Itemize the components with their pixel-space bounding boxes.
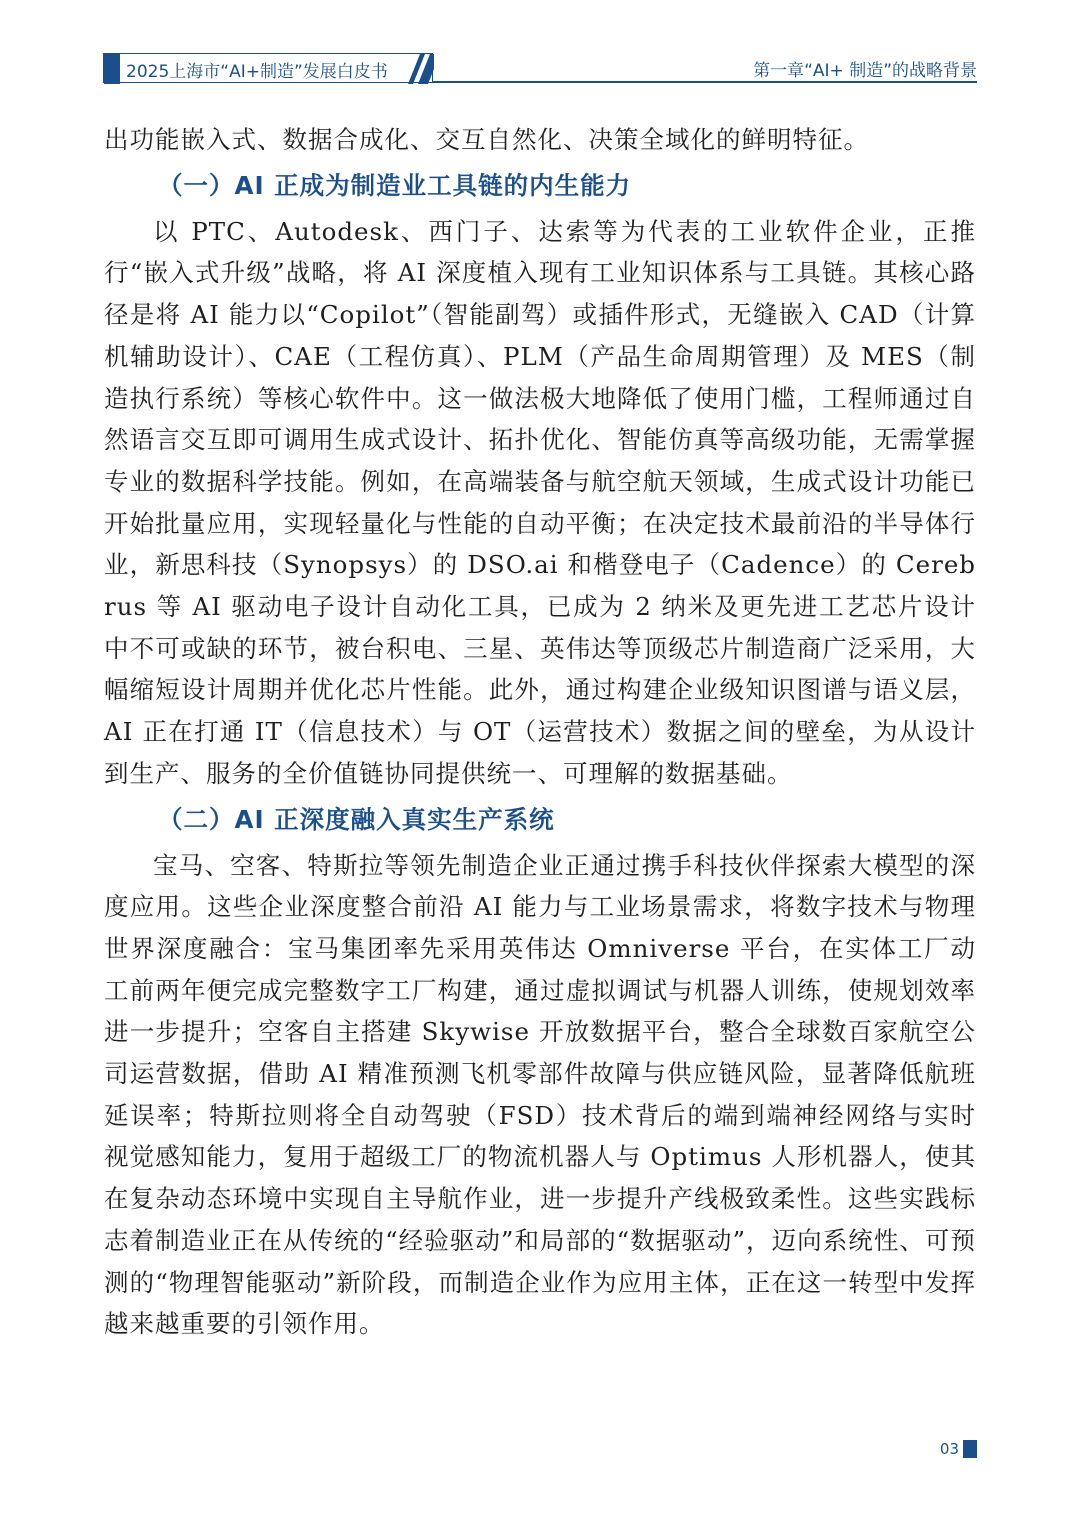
paragraph-continuation: 出功能嵌入式、数据合成化、交互自然化、决策全域化的鲜明特征。 [104, 125, 869, 154]
page-header [103, 53, 977, 83]
paragraph-section-2: 宝马、空客、特斯拉等领先制造企业正通过携手科技伙伴探索大模型的深度应用。这些企业深度整合前沿 AI 能力与工业场景需求，将数字技术与物理世界深度融合：宝马集团率先采用英伟达 Omniverse 平台，在实体工厂动工前两年便完成完整数字工厂构建，通过虚拟调试与机器人训练，使规划效率进一步提升；空客自主搭建 Skywise 开放数据平台，整合全球数百家航空公司运营数据，借助 AI 精准预测飞机零部件故障与供应链风险，显著降低航班延误率；特斯拉则将全自动驾驶（FSD）技术背后的端到端神经网络与实时视觉感知能力，复用于超级工厂的物流机器人与 Optimus 人形机器人，使其在复杂动态环境中实现自主导航作业，进一步提升产线极致柔性。这些实践标志着制造业正在从传统的“经验驱动”和局部的“数据驱动”，迈向系统性、可预测的“物理智能驱动”新阶段，而制造企业作为应用主体，正在这一转型中发挥越来越重要的引领作用。 [104, 850, 976, 1339]
page-content [104, 119, 976, 1345]
header-left-title: 2025上海市“AI+制造”发展白皮书 [126, 62, 388, 82]
page-footer [940, 1440, 977, 1458]
paragraph-section-1: 以 PTC、Autodesk、西门子、达索等为代表的工业软件企业，正推行“嵌入式升级”战略，将 AI 深度植入现有工业知识体系与工具链。其核心路径是将 AI 能力以“Copilot”（智能副驾）或插件形式，无缝嵌入 CAD（计算机辅助设计）、CAE（工程仿真）、PLM（产品生命周期管理）及 MES（制造执行系统）等核心软件中。这一做法极大地降低了使用门槛，工程师通过自然语言交互即可调用生成式设计、拓扑优化、智能仿真等高级功能，无需掌握专业的数据科学技能。例如，在高端装备与航空航天领域，生成式设计功能已开始批量应用，实现轻量化与性能的自动平衡；在决定技术最前沿的半导体行业，新思科技（Synopsys）的 DSO.ai 和楷登电子（Cadence）的 Cerebrus 等 AI 驱动电子设计自动化工具，已成为 2 纳米及更先进工艺芯片设计中不可或缺的环节，被台积电、三星、英伟达等顶级芯片制造商广泛采用，大幅缩短设计周期并优化芯片性能。此外，通过构建企业级知识图谱与语义层，AI 正在打通 IT（信息技术）与 OT（运营技术）数据之间的壁垒，为从设计到生产、服务的全价值链协同提供统一、可理解的数据基础。 [104, 216, 976, 788]
header-right-title: 第一章“AI+ 制造”的战略背景 [753, 61, 977, 81]
section-heading-2: （二）AI 正深度融入真实生产系统 [158, 804, 555, 834]
page-number: 03 [939, 1440, 959, 1458]
header-accent-bar [104, 54, 120, 84]
header-slash-decoration [404, 54, 434, 84]
header-title-box [103, 53, 433, 83]
section-heading-1: （一）AI 正成为制造业工具链的内生能力 [158, 170, 632, 200]
header-rule [433, 81, 977, 83]
page-number-marker [963, 1440, 977, 1458]
